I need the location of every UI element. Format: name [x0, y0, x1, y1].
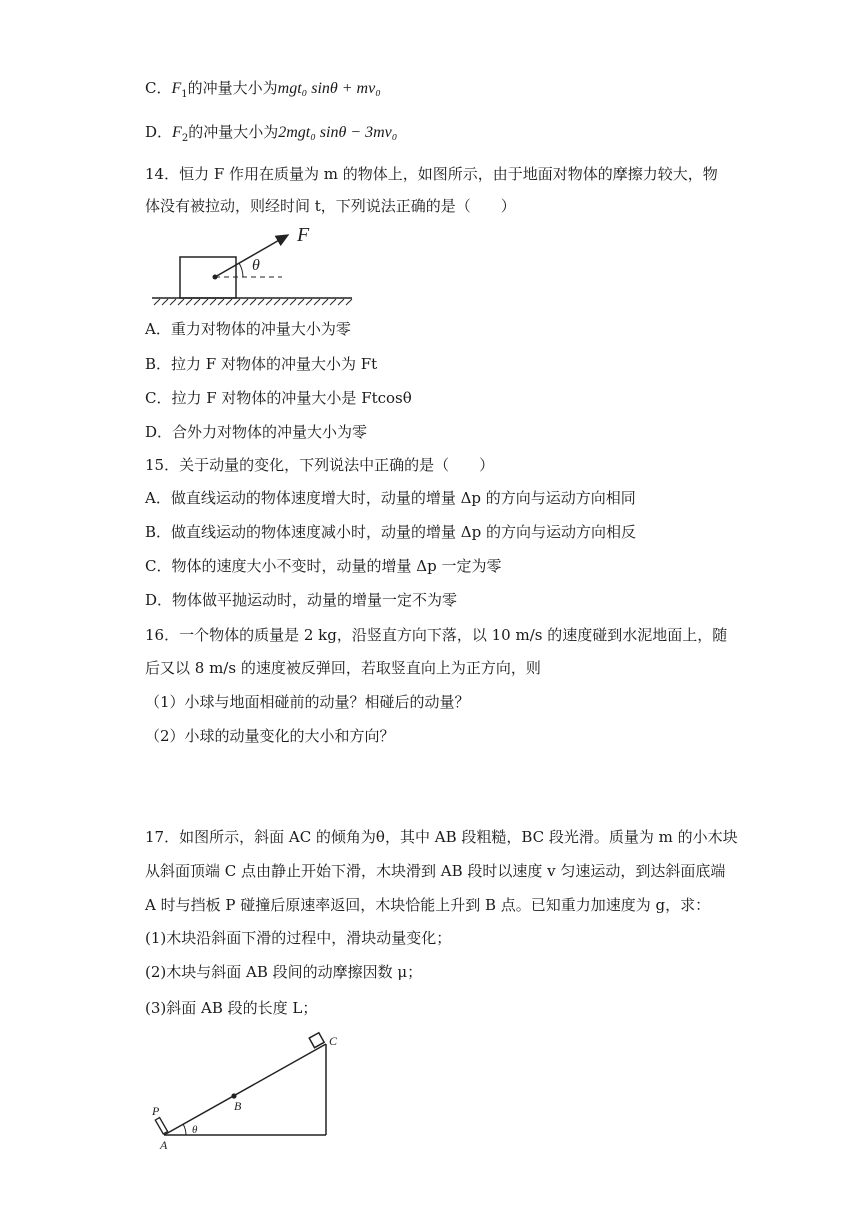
- q13-option-d: D．$F_2$的冲量大小为2mgt₀ sinθ − 3mv₀: [145, 123, 398, 144]
- q17-subquestion-1: (1)木块沿斜面下滑的过程中，滑块动量变化；: [145, 929, 452, 947]
- q14-option-a: A．重力对物体的冲量大小为零: [145, 320, 351, 338]
- q15-option-c: C．物体的速度大小不变时，动量的增量 Δp 一定为零: [145, 557, 502, 575]
- force-label: F: [297, 224, 310, 246]
- q16-subquestion-1: （1）小球与地面相碰前的动量？相碰后的动量？: [145, 693, 470, 711]
- angle-arc: [183, 1124, 186, 1135]
- block-at-c: [309, 1033, 324, 1048]
- q14-option-c: C．拉力 F 对物体的冲量大小是 Ftcosθ: [145, 389, 412, 407]
- q17-stem-line-1: 17．如图所示，斜面 AC 的倾角为θ，其中 AB 段粗糙，BC 段光滑。质量为 m 的小木块: [145, 828, 738, 846]
- label-theta: θ: [192, 1124, 198, 1136]
- q14-stem-line-1: 14．恒力 F 作用在质量为 m 的物体上，如图所示，由于地面对物体的摩擦力较大，物: [145, 165, 718, 183]
- q17-subquestion-3: (3)斜面 AB 段的长度 L；: [145, 999, 318, 1017]
- label-a: A: [160, 1138, 168, 1152]
- label-p: P: [152, 1104, 160, 1118]
- q14-option-b: B．拉力 F 对物体的冲量大小为 Ft: [145, 355, 378, 373]
- q14-stem-line-2: 体没有被拉动，则经时间 t，下列说法正确的是（ ）: [145, 197, 516, 215]
- label-b: B: [234, 1099, 242, 1113]
- angle-label: θ: [252, 257, 260, 274]
- q17-subquestion-2: (2)木块与斜面 AB 段间的动摩擦因数 μ；: [145, 963, 423, 981]
- q13-option-c: C．$F_1$的冲量大小为mgt₀ sinθ + mv₀: [145, 79, 381, 100]
- q17-stem-line-3: A 时与挡板 P 碰撞后原速率返回，木块恰能上升到 B 点。已知重力加速度为 g，求：: [145, 896, 711, 914]
- q15-option-a: A．做直线运动的物体速度增大时，动量的增量 Δp 的方向与运动方向相同: [145, 489, 636, 507]
- ground-hatch: [154, 299, 352, 305]
- q17-incline-diagram: [146, 1030, 356, 1155]
- label-c: C: [329, 1034, 338, 1048]
- q17-stem-line-2: 从斜面顶端 C 点由静止开始下滑，木块滑到 AB 段时以速度 v 匀速运动，到达斜面底端: [145, 862, 726, 880]
- point-b: [231, 1093, 236, 1098]
- baffle-p: [155, 1118, 167, 1134]
- q15-option-b: B．做直线运动的物体速度减小时，动量的增量 Δp 的方向与运动方向相反: [145, 523, 636, 541]
- q14-option-d: D．合外力对物体的冲量大小为零: [145, 423, 368, 441]
- incline-surface: [164, 1044, 326, 1135]
- q15-stem: 15．关于动量的变化，下列说法中正确的是（ ）: [145, 456, 495, 474]
- angle-arc: [239, 263, 243, 277]
- q16-stem-line-1: 16．一个物体的质量是 2 kg，沿竖直方向下落，以 10 m/s 的速度碰到水泥地面上，随: [145, 626, 728, 644]
- q16-subquestion-2: （2）小球的动量变化的大小和方向？: [145, 727, 395, 745]
- q14-force-diagram: [148, 222, 358, 312]
- q16-stem-line-2: 后又以 8 m/s 的速度被反弹回，若取竖直向上为正方向，则: [145, 659, 541, 677]
- q15-option-d: D．物体做平抛运动时，动量的增量一定不为零: [145, 591, 458, 609]
